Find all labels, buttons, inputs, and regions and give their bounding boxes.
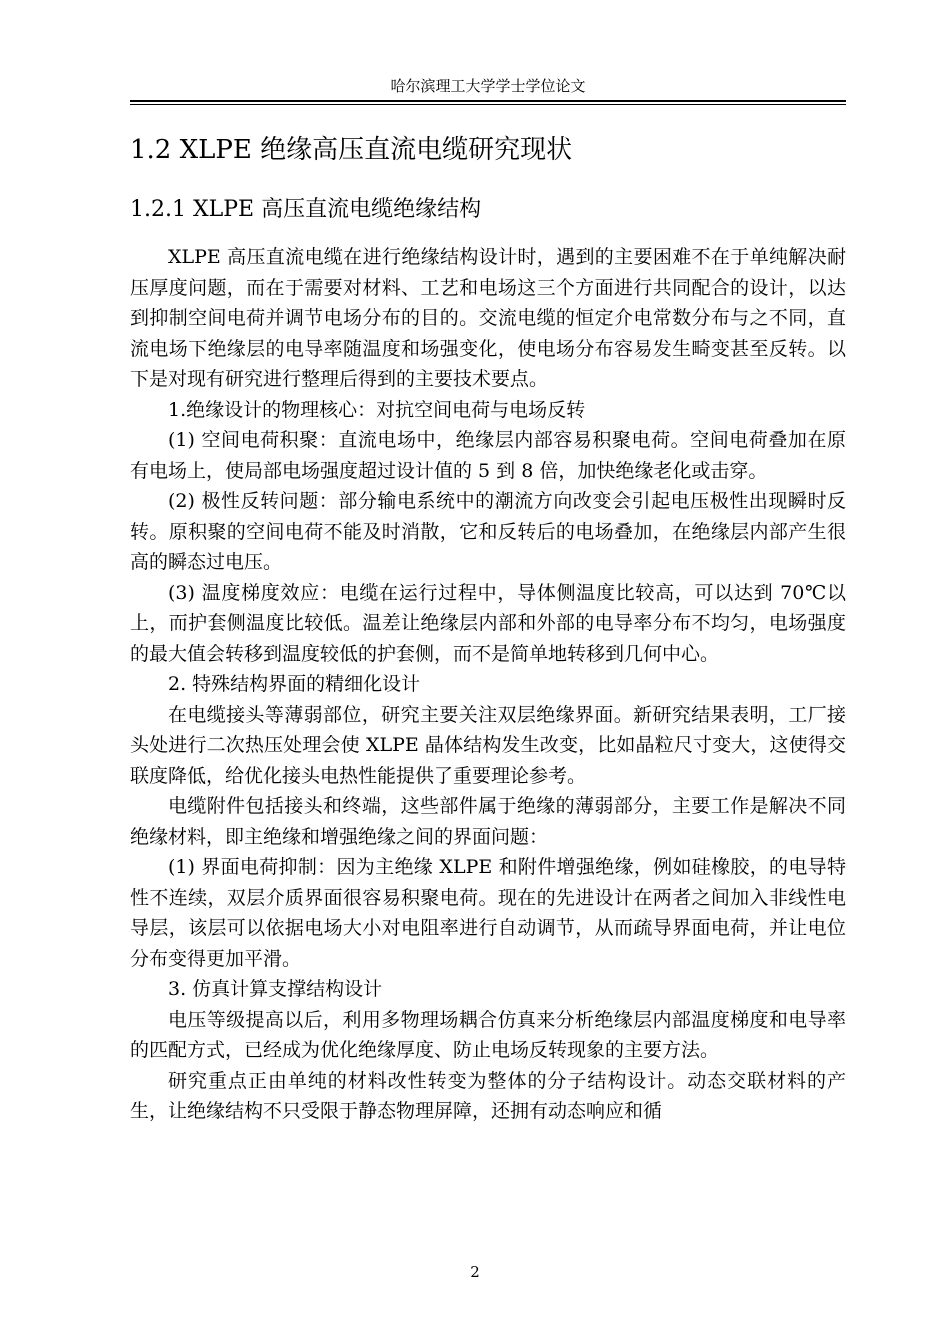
paragraph: (1) 界面电荷抑制：因为主绝缘 XLPE 和附件增强绝缘，例如硅橡胶，的电导特性不连续，双层介质界面很容易积聚电荷。现在的先进设计在两者之间加入非线性电导层，该层可以依据电场大小对电阻率进行自动调节，从而疏导界面电荷，并让电位分布变得更加平滑。 xyxy=(130,856,846,970)
running-header: 哈尔滨理工大学学士学位论文 xyxy=(390,77,586,95)
paragraph: 3. 仿真计算支撑结构设计 xyxy=(168,978,383,1000)
paragraph: 电压等级提高以后，利用多物理场耦合仿真来分析绝缘层内部温度梯度和电导率的匹配方式，已经成为优化绝缘厚度、防止电场反转现象的主要方法。 xyxy=(130,1008,846,1061)
body-text xyxy=(130,242,846,1127)
paragraph: 研究重点正由单纯的材料改性转变为整体的分子结构设计。动态交联材料的产生，让绝缘结构不只受限于静态物理屏障，还拥有动态响应和循 xyxy=(130,1069,846,1122)
paragraph: (3) 温度梯度效应：电缆在运行过程中，导体侧温度比较高，可以达到 70℃以上，而护套侧温度比较低。温差让绝缘层内部和外部的电导率分布不均匀，电场强度的最大值会转移到温度较低的护套侧，而不是简单地转移到几何中心。 xyxy=(130,581,846,665)
paragraph: 1.绝缘设计的物理核心：对抗空间电荷与电场反转 xyxy=(168,398,586,421)
paragraph: (2) 极性反转问题：部分输电系统中的潮流方向改变会引起电压极性出现瞬时反转。原积聚的空间电荷不能及时消散，它和反转后的电场叠加，在绝缘层内部产生很高的瞬态过电压。 xyxy=(130,490,846,573)
subsection-heading: 1.2.1 XLPE 高压直流电缆绝缘结构 xyxy=(130,197,482,222)
header-rule xyxy=(130,100,846,102)
paragraph: XLPE 高压直流电缆在进行绝缘结构设计时，遇到的主要困难不在于单纯解决耐压厚度问题，而在于需要对材料、工艺和电场这三个方面进行共同配合的设计，以达到抑制空间电荷并调节电场分布的目的。交流电缆的恒定介电常数分布与之不同，直流电场下绝缘层的电导率随温度和场强变化，使电场分布容易发生畸变甚至反转。以下是对现有研究进行整理后得到的主要技术要点。 xyxy=(130,246,846,390)
section-heading: 1.2 XLPE 绝缘高压直流电缆研究现状 xyxy=(130,135,573,165)
paragraph: (1) 空间电荷积聚：直流电场中，绝缘层内部容易积聚电荷。空间电荷叠加在原有电场上，使局部电场强度超过设计值的 5 到 8 倍，加快绝缘老化或击穿。 xyxy=(130,429,846,482)
page-number: 2 xyxy=(470,1263,480,1281)
paragraph: 在电缆接头等薄弱部位，研究主要关注双层绝缘界面。新研究结果表明，工厂接头处进行二次热压处理会使 XLPE 晶体结构发生改变，比如晶粒尺寸变大，这使得交联度降低，给优化接头电热性能提供了重要理论参考。 xyxy=(130,703,846,787)
paragraph: 2. 特殊结构界面的精细化设计 xyxy=(168,673,421,695)
paragraph: 电缆附件包括接头和终端，这些部件属于绝缘的薄弱部分，主要工作是解决不同绝缘材料，即主绝缘和增强绝缘之间的界面问题： xyxy=(130,795,846,848)
header-rule-thin xyxy=(130,104,846,105)
